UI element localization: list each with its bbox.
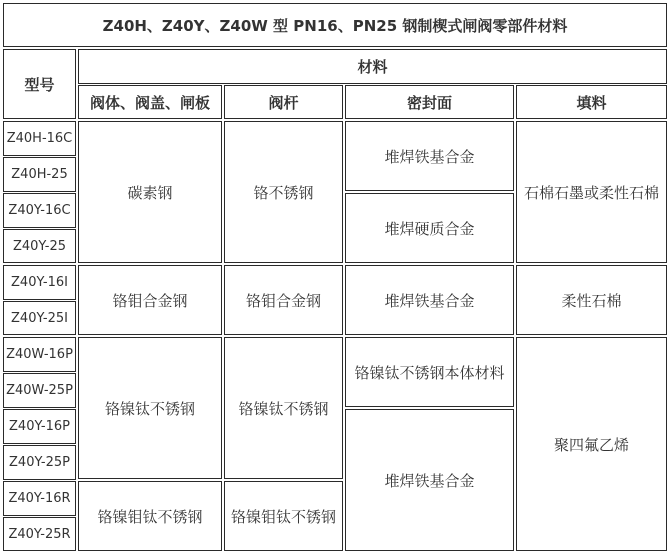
stem-material-cell: 铬钼合金钢	[224, 265, 343, 335]
body-material-cell: 铬钼合金钢	[78, 265, 222, 335]
seal-material-cell: 堆焊铁基合金	[345, 409, 514, 551]
stem-material-cell: 铬镍钼钛不锈钢	[224, 481, 343, 551]
body-material-cell: 铬镍钼钛不锈钢	[78, 481, 222, 551]
body-material-cell: 铬镍钛不锈钢	[78, 337, 222, 479]
stem-material-cell: 铬镍钛不锈钢	[224, 337, 343, 479]
model-cell: Z40Y-25P	[3, 445, 76, 480]
header-material: 材料	[78, 49, 667, 84]
packing-material-cell: 柔性石棉	[516, 265, 667, 335]
model-cell: Z40Y-16P	[3, 409, 76, 444]
table-title: Z40H、Z40Y、Z40W 型 PN16、PN25 钢制楔式闸阀零部件材料	[3, 3, 667, 47]
seal-material-cell: 堆焊铁基合金	[345, 265, 514, 335]
packing-material-cell: 石棉石墨或柔性石棉	[516, 121, 667, 263]
model-cell: Z40Y-16R	[3, 481, 76, 516]
model-cell: Z40H-16C	[3, 121, 76, 156]
model-cell: Z40Y-25	[3, 229, 76, 263]
model-cell: Z40Y-16C	[3, 193, 76, 228]
header-seal: 密封面	[345, 85, 514, 119]
header-model: 型号	[3, 49, 76, 119]
body-material-cell: 碳素钢	[78, 121, 222, 263]
seal-material-cell: 堆焊硬质合金	[345, 193, 514, 263]
seal-material-cell: 堆焊铁基合金	[345, 121, 514, 191]
seal-material-cell: 铬镍钛不锈钢本体材料	[345, 337, 514, 407]
model-cell: Z40Y-25R	[3, 517, 76, 551]
model-cell: Z40Y-16I	[3, 265, 76, 300]
model-cell: Z40W-16P	[3, 337, 76, 372]
header-body: 阀体、阀盖、闸板	[78, 85, 222, 119]
packing-material-cell: 聚四氟乙烯	[516, 337, 667, 551]
stem-material-cell: 铬不锈钢	[224, 121, 343, 263]
model-cell: Z40W-25P	[3, 373, 76, 408]
model-cell: Z40H-25	[3, 157, 76, 192]
header-packing: 填料	[516, 85, 667, 119]
model-cell: Z40Y-25I	[3, 301, 76, 335]
header-stem: 阀杆	[224, 85, 343, 119]
